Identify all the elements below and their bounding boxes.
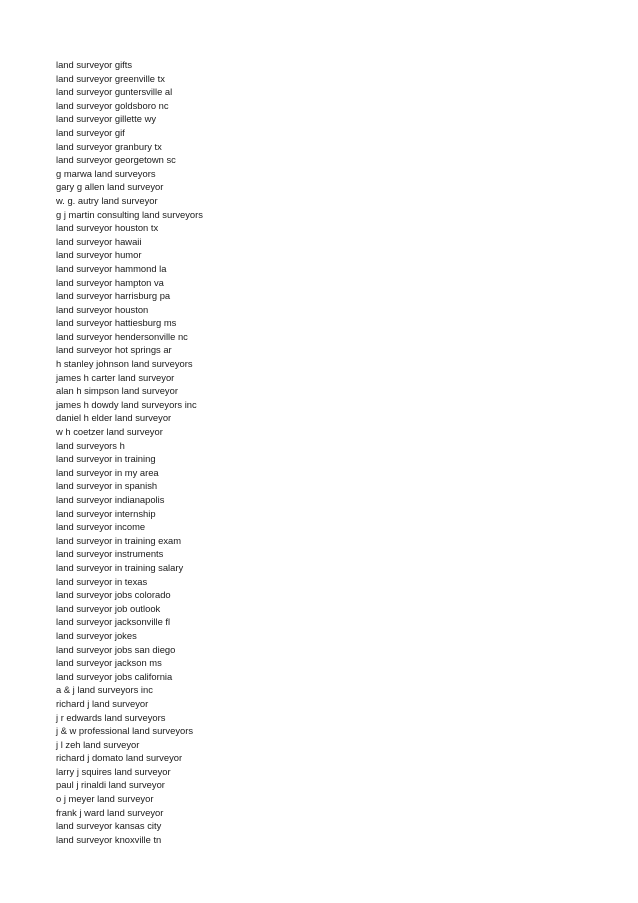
keyword-line: j l zeh land surveyor (56, 738, 140, 750)
keyword-line: land surveyor knoxville tn (56, 833, 162, 845)
keyword-line: paul j rinaldi land surveyor (56, 779, 165, 791)
keyword-line: g j martin consulting land surveyors (56, 208, 203, 220)
keyword-line: j r edwards land surveyors (56, 711, 166, 723)
keyword-line: land surveyor jacksonville fl (56, 616, 171, 628)
keyword-line: land surveyor in training salary (56, 561, 184, 573)
keyword-line: land surveyor gifts (56, 59, 133, 70)
keyword-line: larry j squires land surveyor (56, 765, 171, 777)
keyword-line: land surveyor houston (56, 303, 149, 315)
keyword-line: richard j domato land surveyor (56, 752, 183, 764)
keyword-line: land surveyor jobs colorado (56, 589, 171, 601)
keyword-line: h stanley johnson land surveyors (56, 358, 193, 370)
keyword-line: land surveyor goldsboro nc (56, 99, 169, 111)
keyword-line: land surveyor humor (56, 249, 142, 261)
keyword-line: j & w professional land surveyors (56, 725, 194, 737)
keyword-line: land surveyor jokes (56, 629, 137, 641)
keyword-line: land surveyor hattiesburg ms (56, 317, 177, 329)
keyword-line: land surveyor hawaii (56, 235, 142, 247)
keyword-line: land surveyor jackson ms (56, 657, 162, 669)
keyword-line: land surveyors h (56, 439, 125, 451)
keyword-line: land surveyor in training exam (56, 534, 182, 546)
keyword-line: land surveyor greenville tx (56, 72, 165, 84)
keyword-line: o j meyer land surveyor (56, 793, 154, 805)
keyword-line: w. g. autry land surveyor (56, 194, 158, 206)
keyword-line: land surveyor georgetown sc (56, 154, 176, 166)
keyword-line: land surveyor in training (56, 453, 156, 465)
keyword-line: richard j land surveyor (56, 697, 149, 709)
keyword-line: land surveyor harrisburg pa (56, 290, 171, 302)
keyword-line: land surveyor internship (56, 507, 156, 519)
keyword-line: land surveyor guntersville al (56, 86, 173, 98)
keyword-line: land surveyor job outlook (56, 602, 161, 614)
keyword-line: gary g allen land surveyor (56, 181, 164, 193)
keyword-line: land surveyor gif (56, 126, 125, 138)
keyword-line: g marwa land surveyors (56, 167, 156, 179)
keyword-line: w h coetzer land surveyor (56, 426, 163, 438)
keyword-line: james h carter land surveyor (56, 371, 175, 383)
keyword-line: land surveyor hendersonville nc (56, 330, 188, 342)
keyword-line: land surveyor income (56, 521, 146, 533)
keyword-line: land surveyor houston tx (56, 222, 159, 234)
keyword-line: land surveyor hampton va (56, 276, 164, 288)
keyword-line: land surveyor hot springs ar (56, 344, 172, 356)
keyword-line: daniel h elder land surveyor (56, 412, 172, 424)
keyword-line: land surveyor in my area (56, 466, 159, 478)
keyword-line: land surveyor in texas (56, 575, 148, 587)
keyword-line: land surveyor in spanish (56, 480, 158, 492)
keyword-line: alan h simpson land surveyor (56, 385, 178, 397)
keyword-line: land surveyor gillette wy (56, 113, 157, 125)
keyword-line: land surveyor kansas city (56, 820, 162, 832)
keyword-line: land surveyor hammond la (56, 262, 167, 274)
keyword-line: land surveyor instruments (56, 548, 164, 560)
keyword-line: land surveyor jobs california (56, 670, 173, 682)
keyword-line: land surveyor granbury tx (56, 140, 162, 152)
keyword-line: a & j land surveyors inc (56, 684, 153, 696)
keyword-line: land surveyor jobs san diego (56, 643, 176, 655)
keyword-line: land surveyor indianapolis (56, 494, 165, 505)
keyword-list (56, 58, 203, 846)
keyword-line: james h dowdy land surveyors inc (56, 398, 197, 410)
keyword-line: frank j ward land surveyor (56, 806, 164, 818)
